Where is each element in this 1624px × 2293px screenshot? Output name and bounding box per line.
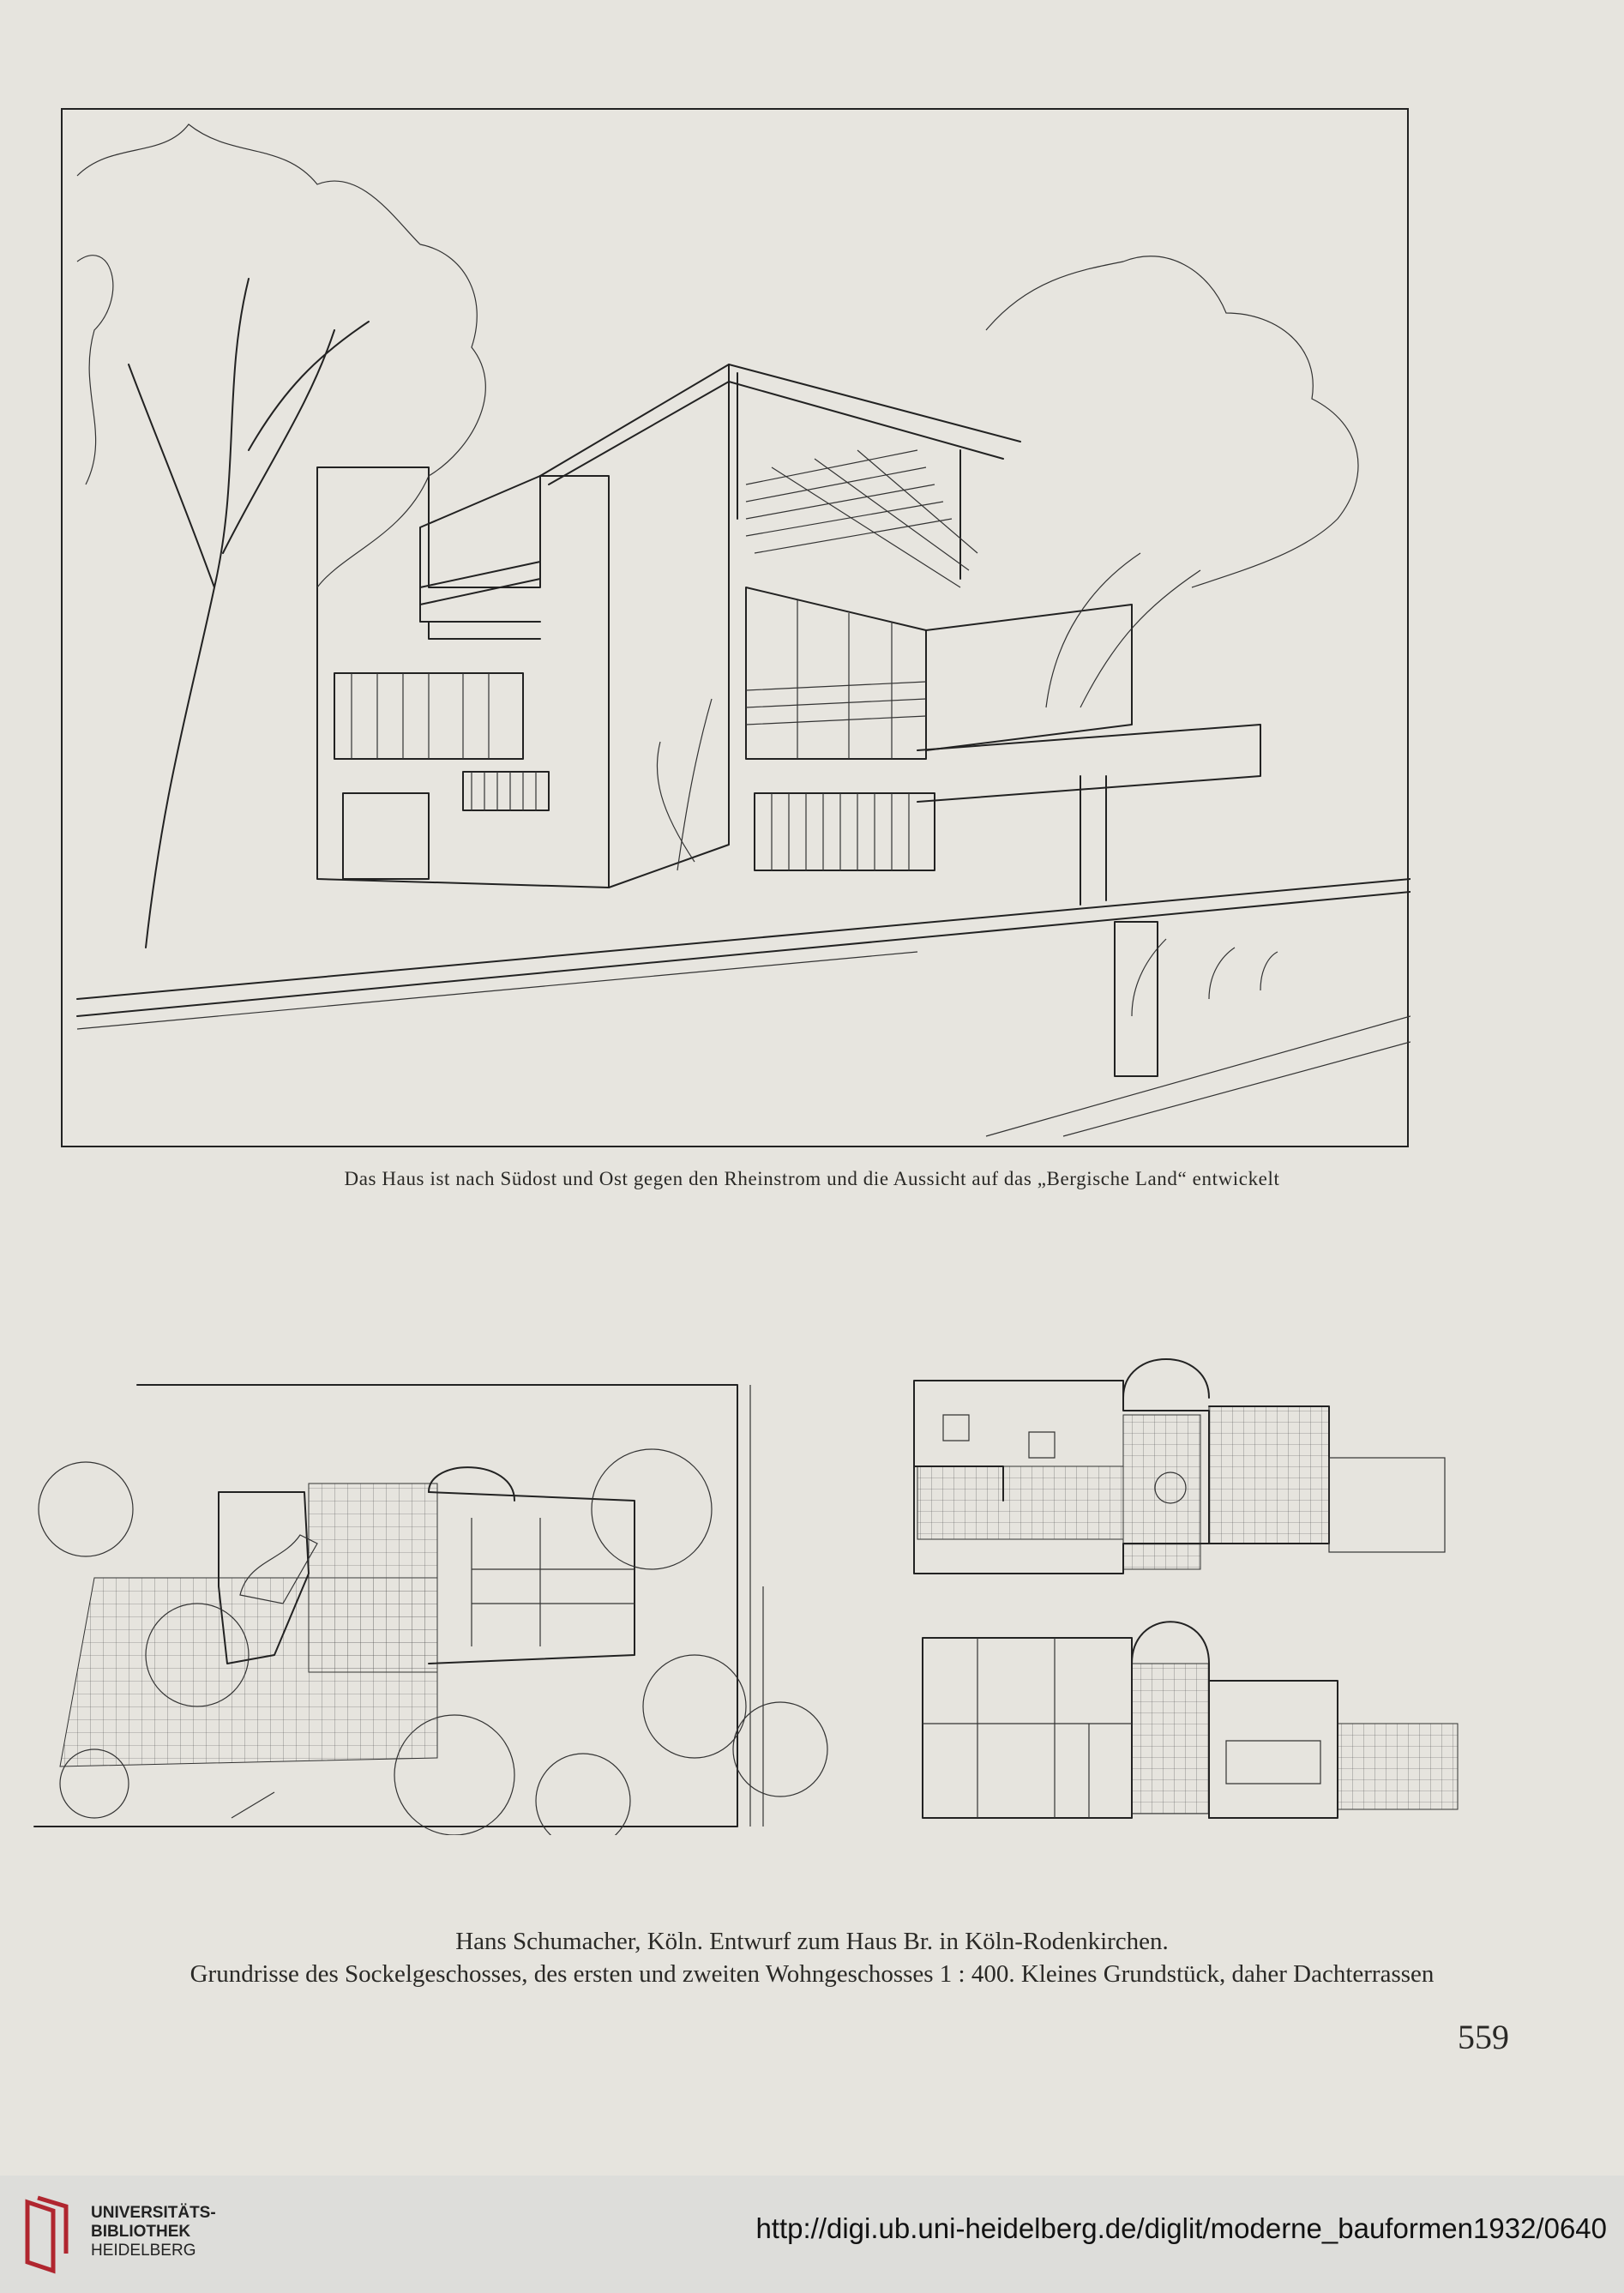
- library-logo-text: UNIVERSITÄTS- BIBLIOTHEK HEIDELBERG: [91, 2204, 216, 2260]
- floor-plan-second-storey: [917, 1612, 1462, 1822]
- perspective-caption: Das Haus ist nach Südost und Ost gegen den Rheinstrom und die Aussicht auf das „Bergische Land“ entwickelt: [344, 1168, 1280, 1189]
- university-library-logo-icon: [19, 2194, 79, 2275]
- credit-caption: Hans Schumacher, Köln. Entwurf zum Haus Br. in Köln-Rodenkirchen.: [455, 1928, 1169, 1955]
- floor-plan-first-storey: [909, 1355, 1453, 1578]
- house-perspective-drawing: [60, 107, 1410, 1149]
- source-url-link[interactable]: http://digi.ub.uni-heidelberg.de/diglit/moderne_bauformen1932/0640: [755, 2212, 1607, 2244]
- page-number: 559: [1458, 2018, 1509, 2056]
- site-plan-basement: [26, 1372, 836, 1835]
- plans-caption: Grundrisse des Sockelgeschosses, des ersten und zweiten Wohngeschosses 1 : 400. Kleines Grundstück, daher Dachterrassen: [189, 1960, 1435, 1988]
